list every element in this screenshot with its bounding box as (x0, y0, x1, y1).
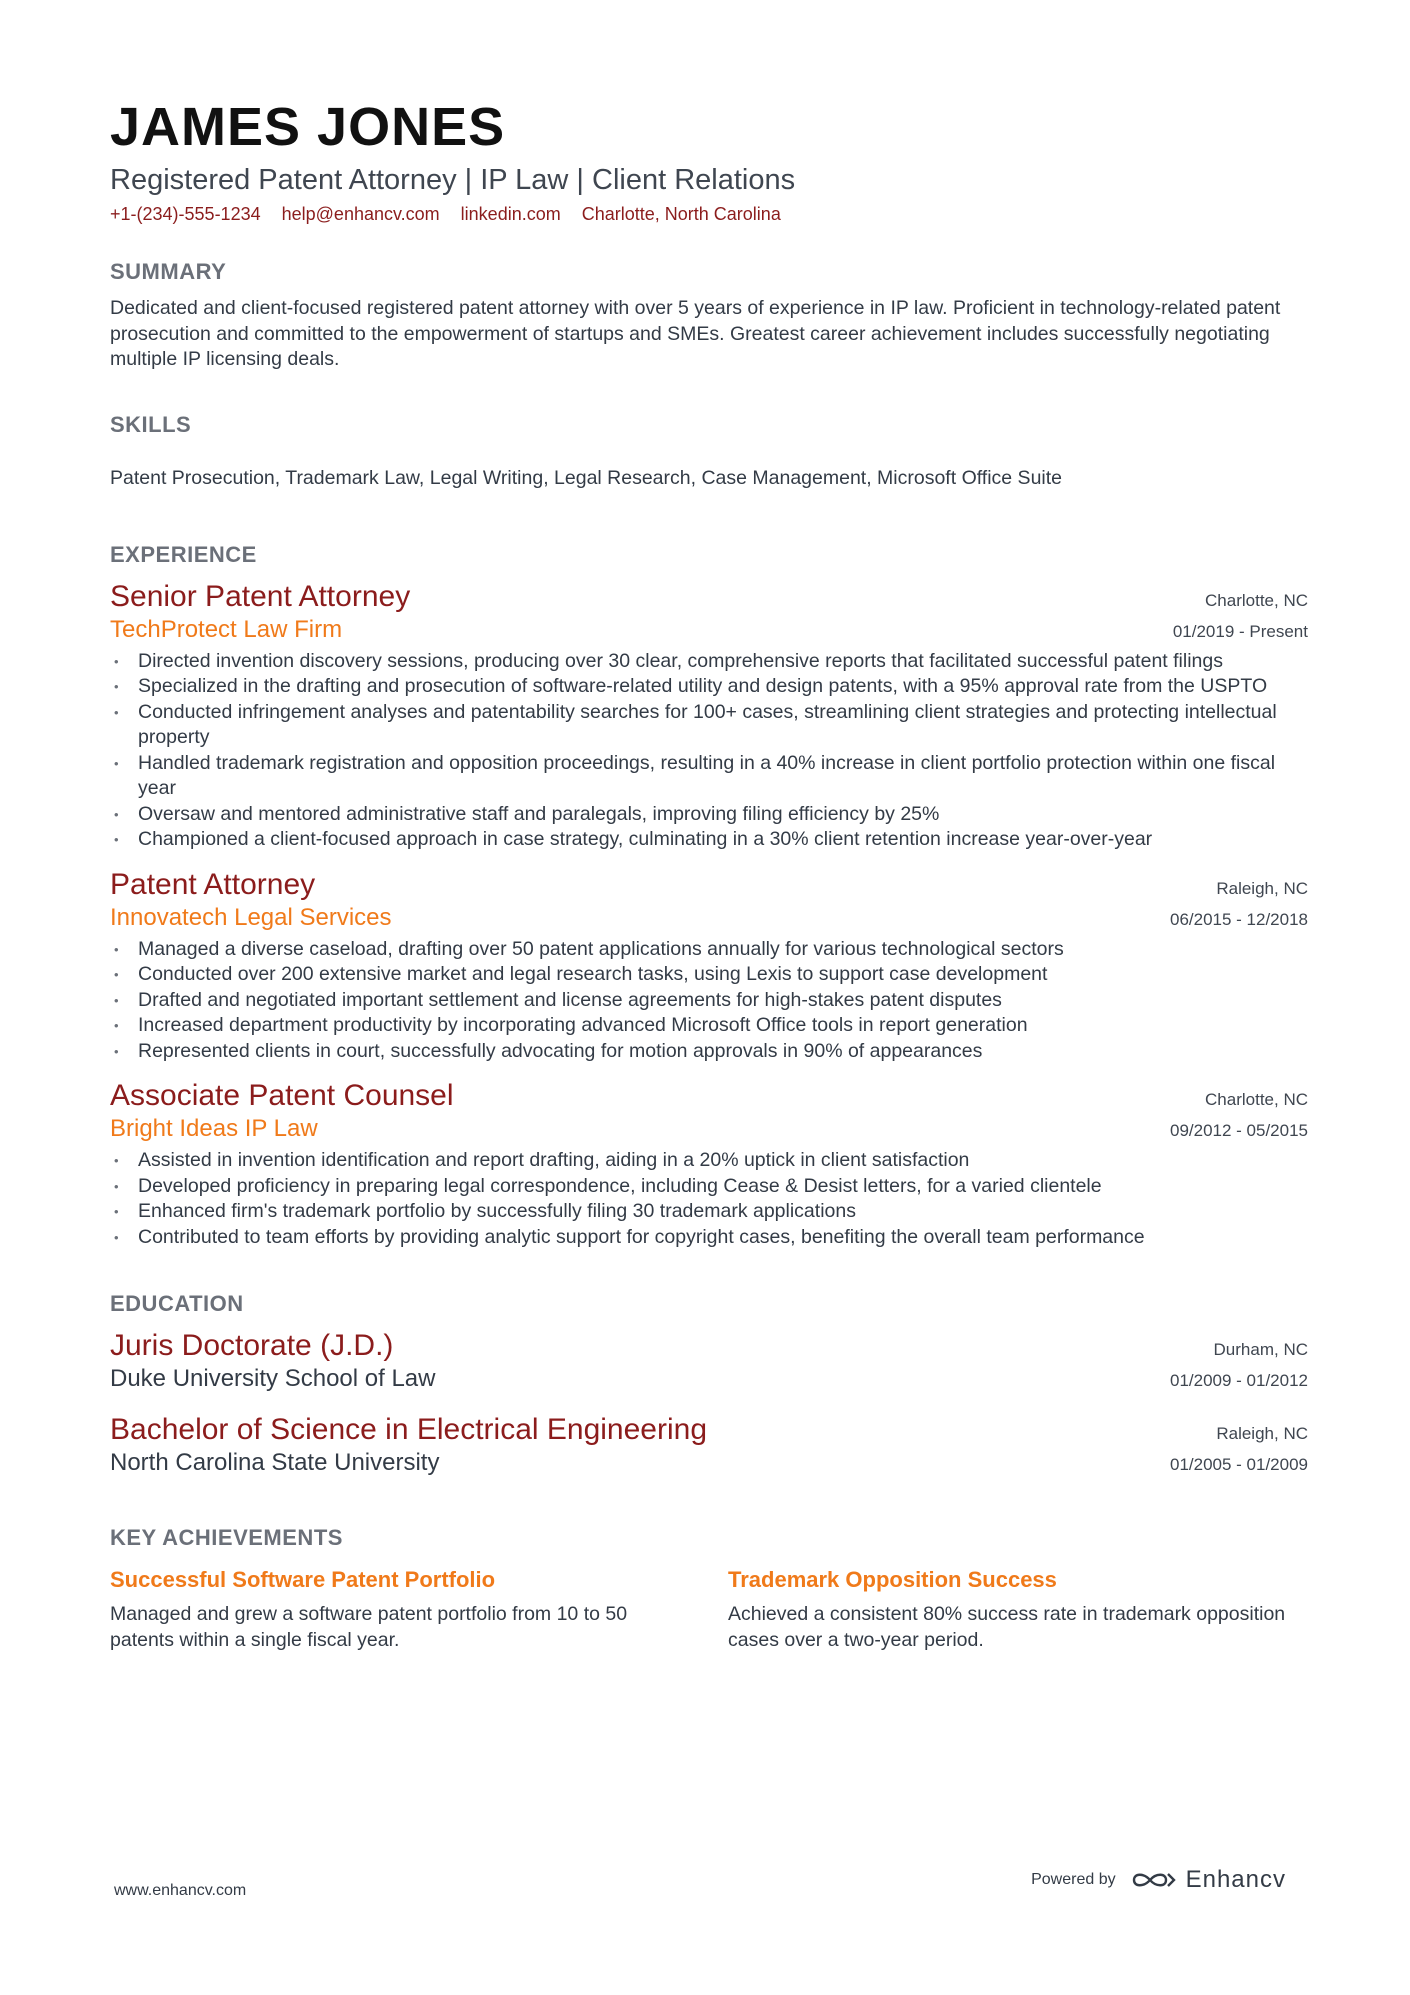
company-name: TechProtect Law Firm (110, 615, 343, 643)
achievement-item (110, 1566, 690, 1653)
achievement-title: Successful Software Patent Portfolio (110, 1567, 496, 1592)
bullet-item: • Represented clients in court, successfully advocating for motion approvals in 90% of appearances (110, 1039, 1308, 1065)
footer-website[interactable]: www.enhancv.com (114, 1882, 247, 1899)
job-dates: 01/2019 - Present (1172, 621, 1308, 641)
job-location: Charlotte, NC (1205, 590, 1308, 610)
bullet-item: • Championed a client-focused approach in case strategy, culminating in a 30% client retention increase year-over-year (110, 827, 1308, 853)
job-title: Patent Attorney (110, 867, 316, 901)
experience-entry (110, 1078, 1308, 1250)
brand-logo[interactable] (1130, 1866, 1286, 1894)
contact-location: Charlotte, North Carolina (581, 204, 781, 224)
education-title: EDUCATION (110, 1291, 244, 1316)
education-location: Durham, NC (1213, 1340, 1308, 1359)
degree-title: Bachelor of Science in Electrical Engineering (110, 1413, 707, 1446)
achievements-title: KEY ACHIEVEMENTS (110, 1525, 343, 1550)
education-entry (110, 1412, 1308, 1478)
bullet-item: • Increased department productivity by incorporating advanced Microsoft Office tools in report generation (110, 1013, 1308, 1039)
achievements-grid (110, 1566, 1308, 1653)
contact-linkedin[interactable]: linkedin.com (460, 204, 561, 224)
powered-by-label: Powered by (1031, 1871, 1116, 1888)
skills-text: Patent Prosecution, Trademark Law, Legal Writing, Legal Research, Case Management, Microsoft Office Suite (110, 466, 1063, 489)
education-dates: 01/2009 - 01/2012 (1169, 1371, 1308, 1390)
candidate-headline: Registered Patent Attorney | IP Law | Client Relations (110, 164, 796, 196)
bullet-item: • Conducted over 200 extensive market and legal research tasks, using Lexis to support case development (110, 962, 1308, 988)
bullet-item: • Oversaw and mentored administrative staff and paralegals, improving filing efficiency by 25% (110, 802, 1308, 828)
bullet-item: • Conducted infringement analyses and patentability searches for 100+ cases, streamlining client strategies and protecting intellectual property (110, 700, 1308, 751)
candidate-name: JAMES JONES (110, 97, 506, 157)
bullet-item: • Developed proficiency in preparing legal correspondence, including Cease & Desist letters, for a varied clientele (110, 1174, 1308, 1200)
job-bullets (110, 649, 1308, 853)
skills-title: SKILLS (110, 411, 192, 437)
job-location: Charlotte, NC (1205, 1090, 1308, 1109)
bullet-item: • Contributed to team efforts by providing analytic support for copyright cases, benefiting the overall team performance (110, 1225, 1308, 1251)
bullet-item: • Managed a diverse caseload, drafting over 50 patent applications annually for various technological sectors (110, 937, 1308, 963)
education-entry (110, 1328, 1308, 1394)
experience-title: EXPERIENCE (110, 541, 257, 567)
bullet-item: • Assisted in invention identification and report drafting, aiding in a 20% uptick in client satisfaction (110, 1148, 1308, 1174)
school-name: Duke University School of Law (110, 1365, 436, 1392)
experience-entry (110, 579, 1308, 853)
experience-entry (110, 867, 1308, 1065)
bullet-item: • Specialized in the drafting and prosecution of software-related utility and design patents, with a 95% approval rate from the USPTO (110, 674, 1308, 700)
resume-page (110, 92, 1308, 1653)
achievement-title: Trademark Opposition Success (728, 1567, 1057, 1592)
education-dates: 01/2005 - 01/2009 (1169, 1455, 1308, 1474)
job-dates: 06/2015 - 12/2018 (1169, 909, 1308, 929)
achievement-text: Achieved a consistent 80% success rate in trademark opposition cases over a two-year period. (728, 1603, 1286, 1651)
education-location: Raleigh, NC (1216, 1424, 1308, 1443)
summary-title: SUMMARY (110, 259, 227, 284)
contact-phone[interactable]: +1-(234)-555-1234 (110, 204, 261, 224)
brand-name: Enhancv (1185, 1866, 1286, 1893)
job-title: Associate Patent Counsel (110, 1079, 454, 1112)
summary-text: Dedicated and client-focused registered patent attorney with over 5 years of experience in IP law. Proficient in technology-related patent prosecution and committed to the empowerment of startups and SMEs. Greatest career achievement includes successfully negotiating multiple IP licensing deals. (110, 297, 1281, 370)
contact-email[interactable]: help@enhancv.com (281, 204, 440, 224)
job-bullets (110, 1148, 1308, 1250)
degree-title: Juris Doctorate (J.D.) (110, 1329, 394, 1362)
company-name: Bright Ideas IP Law (110, 1115, 318, 1142)
company-name: Innovatech Legal Services (110, 903, 392, 931)
achievement-item (728, 1566, 1308, 1653)
footer-branding (1031, 1866, 1286, 1894)
bullet-item: • Handled trademark registration and opposition proceedings, resulting in a 40% increase in client portfolio protection within one fiscal year (110, 751, 1308, 802)
bullet-item: • Directed invention discovery sessions, producing over 30 clear, comprehensive reports that facilitated successful patent filings (110, 649, 1308, 675)
job-location: Raleigh, NC (1216, 878, 1308, 898)
bullet-item: • Drafted and negotiated important settlement and license agreements for high-stakes patent disputes (110, 988, 1308, 1014)
job-dates: 09/2012 - 05/2015 (1169, 1121, 1308, 1140)
achievement-text: Managed and grew a software patent portfolio from 10 to 50 patents within a single fiscal year. (110, 1603, 628, 1651)
enhancv-logo-icon (1130, 1868, 1176, 1892)
job-title: Senior Patent Attorney (110, 579, 411, 613)
contact-info (110, 202, 1308, 226)
school-name: North Carolina State University (110, 1449, 440, 1476)
bullet-item: • Enhanced firm's trademark portfolio by successfully filing 30 trademark applications (110, 1199, 1308, 1225)
job-bullets (110, 937, 1308, 1065)
